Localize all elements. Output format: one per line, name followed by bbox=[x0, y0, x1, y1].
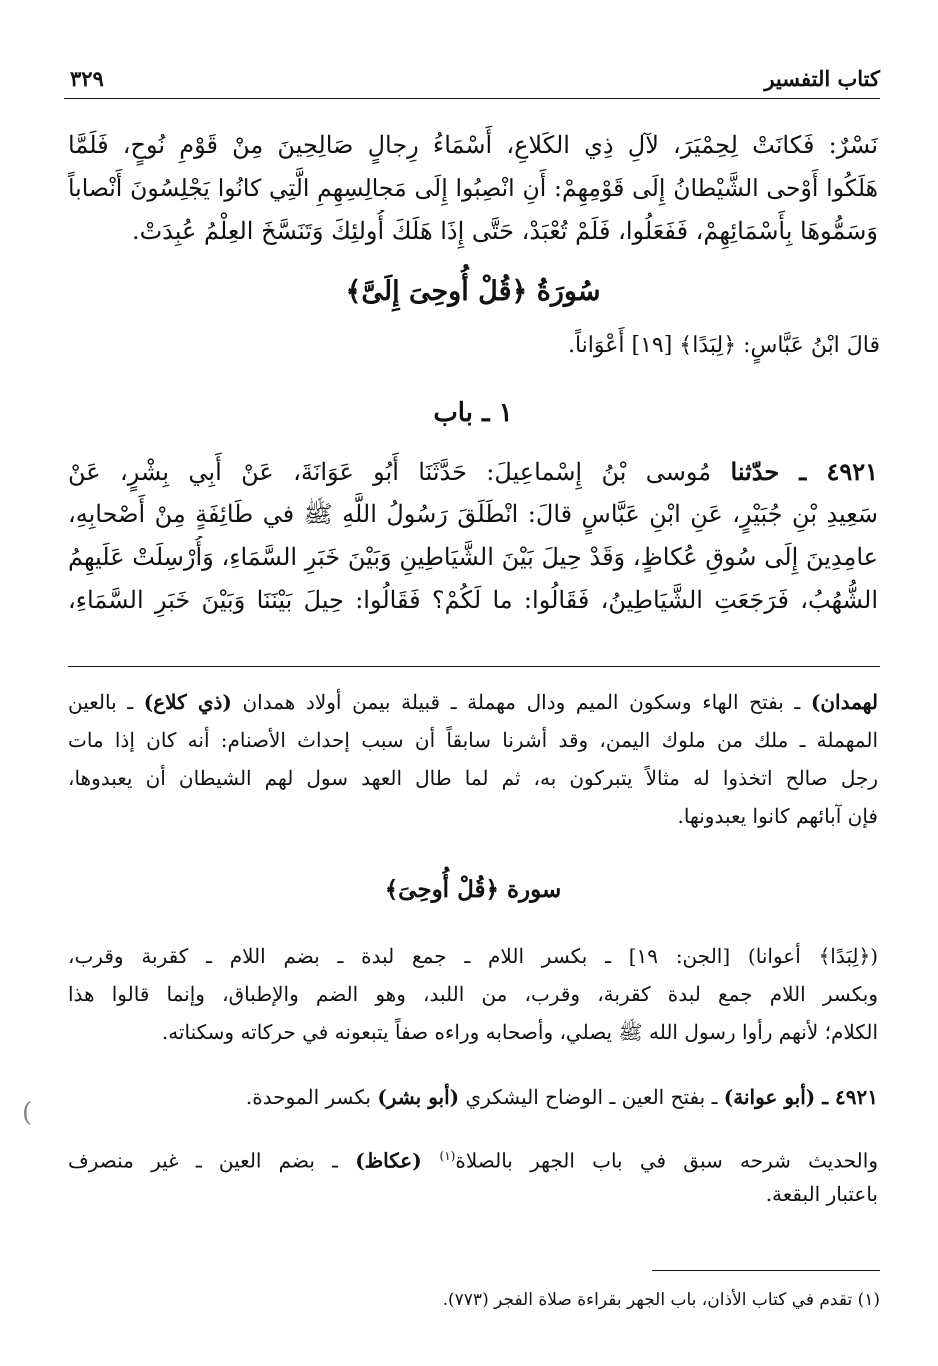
footnote-divider bbox=[652, 1270, 880, 1271]
commentary-text: بكسر الموحدة. bbox=[245, 1085, 378, 1109]
commentary-text: والحديث شرحه سبق في باب الجهر بالصلاة bbox=[455, 1148, 878, 1173]
text-line: باعتبار البقعة. bbox=[765, 1182, 878, 1206]
text-line: هَلَكُوا أَوْحى الشَّيْطانُ إِلَى قَوْمِهِمْ: أَنِ انْصِبُوا إِلَى مَجالِسِهِمِ الَّتِي كانُوا يَجْلِسُونَ أَنْصاباً bbox=[68, 174, 878, 202]
note-4921 bbox=[68, 1078, 878, 1116]
text-line: وَسَمُّوهَا بِأَسْمَائِهِمْ، فَفَعَلُوا، فَلَمْ تُعْبَدْ، حَتَّى إِذَا هَلَكَ أُولئِكَ وَتَنَسَّخَ العِلْمُ عُبِدَتْ. bbox=[131, 217, 878, 245]
commentary-text: ـ بضم العين ـ غير منصرف bbox=[68, 1148, 356, 1173]
running-header-title: كتاب التفسير bbox=[764, 66, 880, 91]
margin-mark: ( bbox=[22, 1098, 33, 1128]
ibn-abbas-line: قالَ ابْنُ عَبَّاسٍ: ﴿لِبَدًا﴾ [١٩] أَعْوَاناً. bbox=[567, 333, 880, 358]
text-line: فإن آبائهم كانوا يعبدونها. bbox=[677, 804, 878, 828]
hadith-first-line-text: مُوسى بْنُ إِسْماعِيلَ: حَدَّثَنَا أَبُو عَوَانَةَ، عَنْ أَبِي بِشْرٍ، عَنْ bbox=[68, 458, 712, 486]
text-line: الكلام؛ لأنهم رأوا رسول الله ﷺ يصلي، وأصحابه وراءه صفاً يتبعونه في حركاته وسكناته. bbox=[161, 1020, 878, 1044]
term-abu-bishr: (أبو بشر) bbox=[377, 1085, 460, 1109]
page-number: ٣٢٩ bbox=[70, 66, 104, 91]
surah-heading-commentary: سورة ﴿قُلْ أُوحِىَ﴾ bbox=[384, 876, 562, 903]
commentary-block bbox=[68, 683, 878, 835]
text-line: سَعِيدِ بْنِ جُبَيْرٍ، عَنِ ابْنِ عَبَّاسٍ قالَ: انْطَلَقَ رَسُولُ اللَّهِ ﷺ في طَائِفَةٍ مِنْ أَصْحابِهِ، bbox=[68, 500, 878, 528]
text-line: رجل صالح اتخذوا له مثالاً يتبركون به، ثم لما طال العهد سول لهم الشيطان أن يعبدوها، bbox=[68, 766, 878, 790]
final-line bbox=[68, 1137, 878, 1175]
main-text-top bbox=[68, 124, 878, 253]
final-paragraph bbox=[68, 1137, 878, 1213]
text-line: الشُّهُبُ، فَرَجَعَتِ الشَّيَاطِينُ، فَقَالُوا: ما لَكُمْ؟ فَقَالُوا: حِيلَ بَيْنَنَا وَبَيْنَ خَبَرِ السَّمَاءِ، bbox=[68, 586, 878, 614]
term-hamdan: لهمدان) bbox=[810, 690, 878, 714]
footnote: (١) تقدم في كتاب الأذان، باب الجهر بقراءة صلاة الفجر (٧٧٣). bbox=[442, 1290, 880, 1310]
text-line: (﴿لِبَدًا﴾ أعوانا) [الجن: ١٩] ـ بكسر اللام ـ جمع لبدة ـ بضم اللام ـ كقربة وقرب، bbox=[68, 944, 878, 968]
header-divider bbox=[64, 98, 880, 99]
footnote-reference[interactable]: (١) bbox=[439, 1149, 456, 1163]
text-line: المهملة ـ ملك من ملوك اليمن، وقد أشرنا سابقاً أن سبب إحداث الأصنام: أنه كان إذا مات bbox=[68, 728, 878, 752]
surah-heading: سُورَةُ ﴿قُلْ أُوحِىَ إِلَىَّ﴾ bbox=[345, 276, 601, 307]
commentary-text: ـ بالعين bbox=[68, 690, 144, 714]
text-line: نَسْرٌ: فَكانَتْ لِحِمْيَرَ، لآلِ ذِي الكَلاعِ، أَسْمَاءُ رِجالٍ صَالِحِينَ مِنْ قَوْمِ نُوحٍ، فَلَمَّا bbox=[68, 131, 878, 159]
chapter-heading: ١ ـ باب bbox=[433, 398, 513, 428]
commentary-text: ـ بفتح العين ـ الوضاح اليشكري bbox=[459, 1085, 724, 1109]
commentary-block-2 bbox=[68, 937, 878, 1051]
commentary-first-line bbox=[68, 683, 878, 721]
commentary-divider bbox=[68, 666, 880, 667]
hadith-text bbox=[68, 450, 878, 622]
term-abu-awana: ٤٩٢١ ـ (أبو عوانة) bbox=[723, 1085, 878, 1109]
hadith-number: ٤٩٢١ ـ حدّثنا bbox=[730, 457, 878, 486]
text-line: وبكسر اللام جمع لبدة كقربة، وقرب، من اللبد، وهو الضم والإطباق، وإنما قالوا هذا bbox=[68, 982, 878, 1006]
hadith-first-line bbox=[68, 450, 878, 493]
note-4921-line bbox=[68, 1078, 878, 1116]
commentary-text: ـ بفتح الهاء وسكون الميم ودال مهملة ـ قبيلة بيمن أولاد همدان bbox=[231, 690, 811, 714]
term-ukaz: (عكاظ) bbox=[355, 1148, 440, 1173]
term-dhi-kala: (ذي كلاع) bbox=[143, 690, 232, 714]
text-line: عامِدِينَ إِلَى سُوقِ عُكاظٍ، وَقَدْ حِيلَ بَيْنَ الشَّيَاطِينِ وَبَيْنَ خَبَرِ السَّمَاءِ، وَأُرْسِلَتْ عَلَيهِمُ bbox=[68, 543, 878, 571]
